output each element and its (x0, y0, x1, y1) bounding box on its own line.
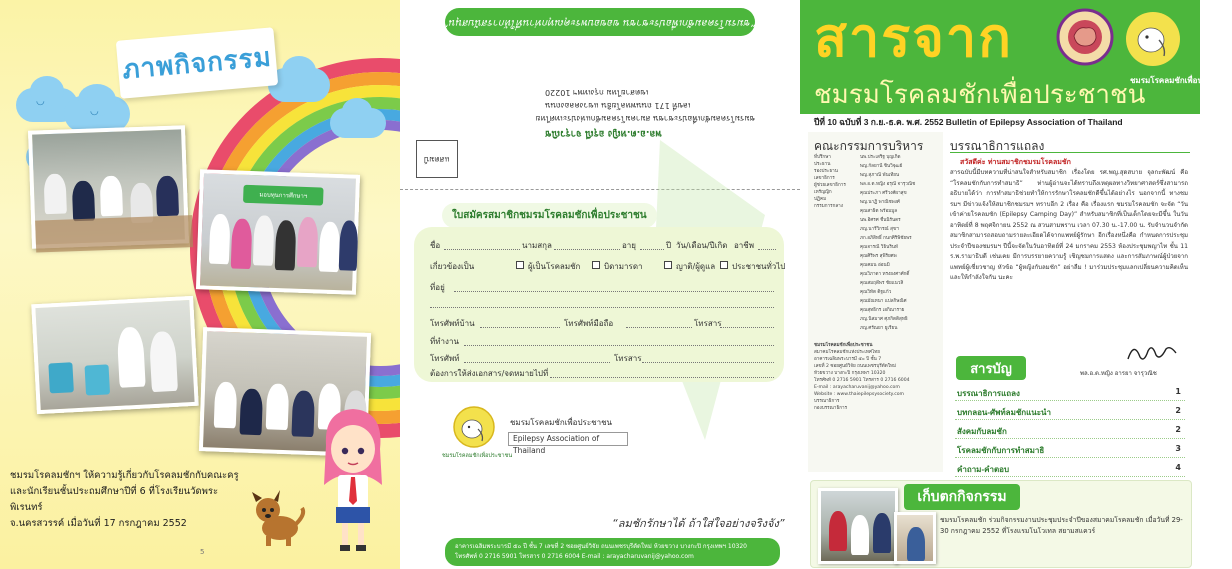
sidebar-contact-line: ห้วยขวาง บางกะปิ กรุงเทพฯ 10320 (814, 371, 886, 376)
board-role: ที่ปรึกษา (814, 155, 831, 160)
name-field[interactable] (444, 249, 520, 250)
field-label-workplace: ที่ทำงาน (430, 337, 459, 346)
board-member-name: คุณจารณี วิธินรินท์ (860, 245, 898, 250)
editorial-body: สารฉบับนี้มีบทความที่น่าสนใจสำหรับสมาชิก เรื่องโดย รศ.พญ.สุดสบาย จุลกะพัฒน์ คือ “โรคลมชักกับการทำสมาธิ” ท่านผู้อ่านจะได้ทราบถึงเหตุผลทางวิทยาศาสตร์ซึ่งสามารถอธิบายได้ว่า การทำสมาธิช่วยทำให้การรักษาโรคลมชักดีขึ้นได้อย่างไร นอกจากนี้ ทางชมรมฯ มีข่าวแจ้งให้สมาชิกชมรมฯ ทราบอีก 2 เรื่อง คือ เรื่องแรก ชมรมโรคลมชัก จะจัด “วันเข้าค่ายโรคลมชัก (Epilepsy Camping Day)” สำหรับสมาชิกที่เป็นเด็กโดยจะมีขึ้น ในวันอาทิตย์ที่ 8 พฤศจิกายน 2552 ณ สวนสามพราน เวลา 07.30 น.-17.00 น. รับจำนวนจำกัด สมาชิกสามารถสอบถามรายละเอียดได้จากแพทย์ผู้รักษา อีกเรื่องหนึ่งคือ กำหนดการประชุมประจำปีของชมรมฯ ปีนี้จะจัดในวันอาทิตย์ที่ 24 มกราคม 2553 ห้องประชุมพญาไท ชั้น 11 ร.พ.รามาธิบดี เช่นเคย มีการบรรยายความรู้ เชิญชมการแสดง และการสัมภาษณ์ผู้ป่วยจากแพทย์ผู้เชี่ยวชาญ หัวข้อ “ผู้หญิงกับลมชัก” อย่าลืม ! มาร่วมประชุมแลกเปลี่ยนความคิดเห็นและให้กำลังใจกัน นะคะ (950, 169, 1188, 281)
field-label-work-fax: โทรสาร (614, 354, 642, 363)
board-title: คณะกรรมการบริหาร (814, 139, 924, 153)
editorial-title: บรรณาธิการแถลง (950, 139, 1045, 153)
sidebar-contact-line: สมาคมโรคลมชักแห่งประเทศไทย (814, 350, 880, 355)
toc-item[interactable] (955, 422, 1185, 439)
elephant-logo-icon (448, 405, 500, 453)
field-label-mobile: โทรศัพท์มือถือ (564, 319, 614, 328)
caption-line: ชมรมโรคลมชักฯ ให้ความรู้เกี่ยวกับโรคลมชักกับคณะครู (10, 470, 239, 481)
page-number: 5 (200, 548, 205, 556)
toc-item-page: 1 (1175, 387, 1181, 396)
dog-illustration (248, 488, 308, 548)
board-member-name: คุณสุทธิกร เอกิณาราย (860, 308, 905, 313)
sidebar-contact-line: ชมรมโรคลมชักเพื่อประชาชน (814, 343, 873, 348)
activity-photos-title-text: ภาพกิจกรรม (121, 41, 273, 84)
activity-photo-3 (31, 296, 199, 414)
signature-name: พล.อ.ต.หญิง อารยา จารุวณิช (1080, 370, 1157, 377)
highlight-photo (894, 512, 936, 564)
field-label-home-phone: โทรศัพท์บ้าน (430, 319, 475, 328)
board-member-name: ภญ.นิสมาศ ศุภกิตติสุทธิ (860, 317, 908, 322)
issue-line: ปีที่ 10 ฉบับที่ 3 ก.ย.-ธ.ค. พ.ศ. 2552 Bulletin of Epilepsy Association of Thailand (800, 114, 1200, 130)
toc-item-page: 4 (1175, 463, 1181, 472)
caption-line: จ.นครสวรรค์ เมื่อวันที่ 17 กรกฎาคม 2552 (10, 518, 187, 529)
relation-option-patient: ผู้เป็นโรคลมชัก (528, 262, 581, 271)
field-label-relation: เกี่ยวข้องเป็น (430, 262, 475, 271)
board-role: กรรมการกลาง (814, 204, 843, 209)
editorial-greeting: สวัสดีค่ะ ท่านสมาชิกชมรมโรคลมชัก (960, 158, 1071, 166)
board-member-name: พญ.สุภาณี พันเทียน (860, 173, 900, 178)
mail-address-field[interactable] (550, 377, 774, 378)
board-member-name: ภญ.นารีวิกรณ์ สุขฯ (860, 227, 899, 232)
fax-field[interactable] (720, 327, 774, 328)
logo-caption: ชมรมโรคลมชักเพื่อประชาชน (442, 453, 513, 459)
field-label-dob: วัน/เดือน/ปีเกิด (676, 241, 728, 250)
contact-footer (445, 538, 780, 566)
membership-form-title-text: ใบสมัครสมาชิกชมรมโรคลมชักเพื่อประชาชน (452, 210, 647, 221)
workplace-field[interactable] (464, 345, 774, 346)
home-phone-field[interactable] (480, 327, 560, 328)
board-member-name: คุณสาธิต พร้อมมูล (860, 209, 898, 214)
sidebar-contact-line: Website : www.thaiepilepsysociety.com (814, 392, 905, 397)
field-label-year: ปี (666, 241, 672, 250)
field-label-name: ชื่อ (430, 241, 441, 250)
org-name-english: Epilepsy Association of Thailand (508, 432, 628, 446)
toc-item-page: 2 (1175, 406, 1181, 415)
relation-checkbox-relative[interactable] (664, 261, 672, 269)
logo-text: ชมรมโรคลมชักเพื่อประชาชน (1130, 76, 1232, 85)
field-label-address: ที่อยู่ (430, 283, 445, 292)
board-role: เหรัญญิก (814, 190, 832, 195)
address-field-line2[interactable] (430, 307, 774, 308)
footer-address: อาคารเฉลิมพระบารมี ๕๐ ปี ชั้น 7 เลขที่ 2 ซอยศูนย์วิจัย ถนนเพชรบุรีตัดใหม่ ห้วยขวาง บางกะปิ กรุงเทพฯ 10320 (455, 543, 747, 550)
thank-you-banner-text: “ชมรมโรคลมชักเพื่อประชาชน ขอขอบพระคุณทุกท่านที่ให้การสนับสนุน” (443, 16, 757, 28)
field-label-work-phone: โทรศัพท์ (430, 354, 460, 363)
board-member-name: คุณวิทัต ดิฐแก้ว (860, 290, 892, 295)
board-member-name: ภก.อภิสิทธิ์ กนกศิริพิชัยพร (860, 236, 912, 241)
girl-illustration (318, 405, 388, 555)
recipient-name: พล.อ.ต.หญิง อรุณี จารุวณิช (545, 128, 662, 139)
association-seal-icon (1056, 8, 1114, 66)
board-role: ปฏิคม (814, 197, 827, 202)
relation-option-relative: ญาติ/ผู้ดูแล (676, 262, 716, 271)
sidebar-contact-line: อาคารเฉลิมพระบารมี ๕๐ ปี ชั้น 7 (814, 357, 882, 362)
board-member-name: คุณมัณหนา แปลกิษณิศ (860, 299, 907, 304)
slogan: “ลมชักรักษาได้ ถ้าใส่ใจอย่างจริงจัง” (612, 517, 785, 530)
activity-banner (243, 185, 324, 206)
board-role: ประธาน (814, 162, 831, 167)
board-role: เลขาธิการ (814, 176, 835, 181)
board-member-name: คุณวิภาดา ทรงยงศาศักดิ์ (860, 272, 910, 277)
board-role: ผู้ช่วยเลขาธิการ (814, 183, 846, 188)
toc-item-title: บทกลอน-ศัพท์ลมชักแนะนำ (957, 408, 1051, 417)
editorial-divider (950, 152, 1190, 153)
signature-icon (1124, 337, 1184, 367)
toc-item-page: 2 (1175, 425, 1181, 434)
work-fax-field[interactable] (642, 362, 774, 363)
sidebar-contact-line: กองบรรณาธิการ (814, 406, 848, 411)
toc-item-title: คำถาม-คำตอบ (957, 465, 1010, 474)
toc-item-page: 3 (1175, 444, 1181, 453)
field-label-mail-address: ต้องการให้ส่งเอกสาร/จดหมายไปที่ (430, 369, 549, 378)
stamp-label: แสตมป์ (424, 154, 450, 164)
stamp-box (416, 140, 458, 178)
relation-checkbox-public[interactable] (720, 261, 728, 269)
activity-highlights-text: ชมรมโรคลมชัก ร่วมกิจกรรมงานประชุมประจำปีของสมาคมโรคลมชัก เมื่อวันที่ 29-30 กรกฎาคม 2552 ที่โรงแรมโนโวเทล สยามสแควร์ (940, 516, 1183, 535)
org-name-thai: ชมรมโรคลมชักเพื่อประชาชน (508, 416, 628, 430)
sidebar-contact-line: บรรณาธิการ (814, 399, 840, 404)
relation-checkbox-patient[interactable] (516, 261, 524, 269)
board-member-name: นพ.ประเสริฐ บุญเกิด (860, 155, 901, 160)
bulletin-header (800, 0, 1232, 114)
left-panel (0, 0, 400, 569)
recipient-address-line: เขตสายไหม กรุงเทพฯ 10220 (545, 88, 649, 97)
toc-item-title: บรรณาธิการแถลง (957, 389, 1020, 398)
field-label-age: อายุ (622, 241, 636, 250)
activity-caption (10, 468, 245, 532)
activity-highlights-title: เก็บตกกิจกรรม (904, 484, 1020, 510)
recipient-address-line: เลขที่ 171 ถนนพหลโยธิน แขวงคลองถนน (545, 101, 691, 110)
footer-contact: โทรศัพท์ 0 2716 5901 โทรสาร 0 2716 6004 E-mail : arayacharuvanij@yahoo.com (455, 553, 694, 560)
board-member-name: ภญ.ศรัณยา ยูเรียน (860, 326, 898, 331)
sidebar-contact-line: เลขที่ 2 ซอยศูนย์วิจัย ถนนเพชรบุรีตัดใหม่ (814, 364, 897, 369)
cloud-face-icon: ◡ (36, 96, 45, 107)
board-member-name: คุณศิริพร สุพิริยศพ (860, 254, 897, 259)
cloud-face-icon: ◡ (90, 106, 99, 117)
membership-form (414, 227, 784, 382)
membership-form-title (442, 203, 657, 228)
board-member-name: นพ.อิศรศ ชื่นนิรันดร (860, 218, 901, 223)
relation-checkbox-parent[interactable] (592, 261, 600, 269)
surname-field[interactable] (554, 249, 620, 250)
elephant-logo-icon (1124, 10, 1182, 68)
board-member-name: พญ.กัลยานี ชินวิจุฒย์ (860, 164, 903, 169)
toc-item[interactable] (955, 384, 1185, 401)
sidebar-contact-line: โทรศัพท์ 0 2716 5901 โทรสาร 0 2716 6004 (814, 378, 910, 383)
board-member-name: พล.อ.ต.หญิง อรุณี จารุวณิช (860, 182, 916, 187)
toc-item-title: โรคลมชักกับการทำสมาธิ (957, 446, 1045, 455)
right-panel (800, 0, 1232, 569)
thank-you-banner (445, 8, 755, 36)
board-role: รองประธาน (814, 169, 838, 174)
activity-banner-text: มอบทุนการศึกษาฯ (259, 192, 308, 200)
sidebar-contact (814, 342, 939, 412)
board-member-name: พญ.นาฏิ พาณิชพงศ์ (860, 200, 900, 205)
mobile-field[interactable] (626, 327, 692, 328)
toc-item[interactable] (955, 441, 1185, 458)
relation-option-public: ประชาชนทั่วไป (732, 262, 786, 271)
activity-photo-1 (28, 125, 189, 248)
board-member-name: คุณประภา ศรีวงศ์ผาสุข (860, 191, 907, 196)
activity-photo-2 (196, 169, 360, 295)
field-label-fax: โทรสาร (694, 319, 722, 328)
toc-item[interactable] (955, 460, 1185, 477)
bulletin-title: สารจาก (814, 8, 1013, 68)
cloud-icon (282, 56, 316, 86)
toc-item[interactable] (955, 403, 1185, 420)
board-member-name: คุณคมน อ่อนมิ (860, 263, 890, 268)
recipient-address-line: ชมรมโรคลมชักเพื่อประชาชน สมาคมโรคลมชักแห่งประเทศไทย (535, 114, 755, 123)
occupation-field[interactable] (758, 249, 776, 250)
sidebar-contact-line: E-mail : arayacharuvanij@yahoo.com (814, 385, 900, 390)
toc-item-title: สังคมกับลมชัก (957, 427, 1007, 436)
cut-line (400, 189, 800, 190)
work-phone-field[interactable] (464, 362, 610, 363)
board-member-name: คุณสมฤดีพร ชัยแนวสิ (860, 281, 904, 286)
cloud-icon (342, 98, 372, 124)
age-field[interactable] (640, 249, 664, 250)
field-label-occupation: อาชีพ (734, 241, 754, 250)
relation-option-parent: บิดามารดา (604, 262, 643, 271)
activity-photos-title (116, 27, 278, 99)
bulletin-subtitle: ชมรมโรคลมชักเพื่อประชาชน (814, 79, 1146, 109)
caption-line: และนักเรียนชั้นประถมศึกษาปีที่ 6 ที่โรงเรียนวัดพระพิเรนทร์ (10, 486, 219, 513)
highlight-photo (818, 488, 898, 564)
address-field[interactable] (454, 291, 774, 292)
field-label-surname: นามสกุล (522, 241, 552, 250)
middle-panel (400, 0, 800, 569)
toc-title: สารบัญ (956, 356, 1026, 380)
